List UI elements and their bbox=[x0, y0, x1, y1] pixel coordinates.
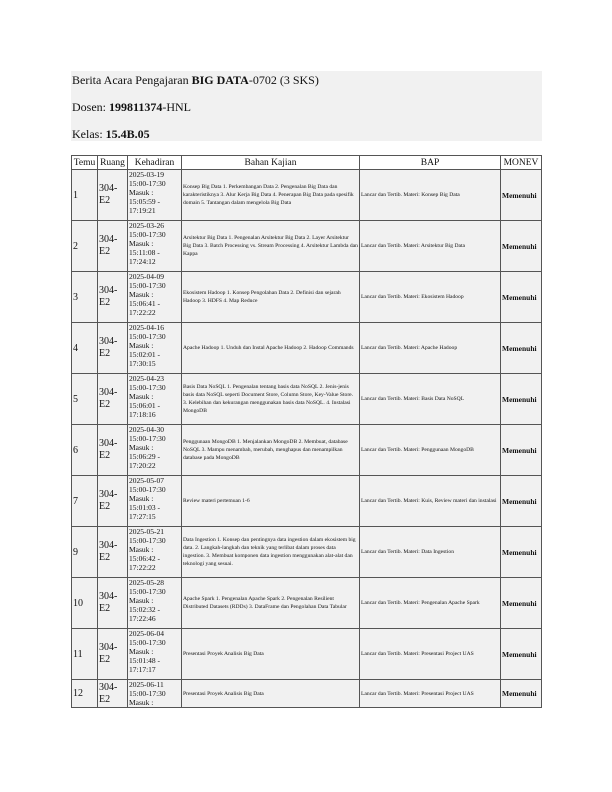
scheduled-time: 15:00-17:30 bbox=[129, 689, 166, 698]
table-row bbox=[72, 527, 542, 578]
check-in-time: 15:01:48 - bbox=[129, 656, 161, 665]
monev-status: Memenuhi bbox=[501, 629, 542, 680]
check-out-time: 17:22:22 bbox=[129, 563, 156, 572]
check-out-time: 17:27:15 bbox=[129, 512, 156, 521]
scheduled-time: 15:00-17:30 bbox=[129, 281, 166, 290]
class-line bbox=[72, 127, 150, 142]
attendance-cell bbox=[128, 527, 182, 578]
col-header-bap: BAP bbox=[360, 156, 501, 170]
room: 304-E2 bbox=[98, 476, 128, 527]
scheduled-time: 15:00-17:30 bbox=[129, 638, 166, 647]
check-in-time: 15:01:03 - bbox=[129, 503, 161, 512]
monev-status: Memenuhi bbox=[501, 425, 542, 476]
check-out-time: 17:24:12 bbox=[129, 257, 156, 266]
class-value: 15.4B.05 bbox=[105, 127, 150, 141]
attendance-cell bbox=[128, 629, 182, 680]
meeting-number: 10 bbox=[72, 578, 98, 629]
meeting-number: 9 bbox=[72, 527, 98, 578]
check-in-label: Masuk : bbox=[129, 698, 154, 707]
meeting-date: 2025-04-16 bbox=[129, 323, 164, 332]
table-row bbox=[72, 170, 542, 221]
check-in-label: Masuk : bbox=[129, 188, 154, 197]
check-in-time: 15:05:59 - bbox=[129, 197, 161, 206]
scheduled-time: 15:00-17:30 bbox=[129, 179, 166, 188]
check-out-time: 17:19:21 bbox=[129, 206, 156, 215]
check-in-time: 15:06:41 - bbox=[129, 299, 161, 308]
table-row bbox=[72, 578, 542, 629]
study-material: Basis Data NoSQL 1. Pengenalan tentang basis data NoSQL 2. Jenis-jenis basis data NoSQL seperti Document Store, Column Store, Key-Value Store. 3. Kelebihan dan kekurangan menggunakan basis data NoSQL. 4. Instalasi MongoDB bbox=[182, 374, 360, 425]
check-in-label: Masuk : bbox=[129, 596, 154, 605]
attendance-cell bbox=[128, 680, 182, 708]
col-header-temu: Temu bbox=[72, 156, 98, 170]
check-in-label: Masuk : bbox=[129, 239, 154, 248]
meeting-date: 2025-04-09 bbox=[129, 272, 164, 281]
monev-status: Memenuhi bbox=[501, 476, 542, 527]
study-material: Penggunaan MongoDB 1. Menjalankan MongoDB 2. Membuat, database NoSQL 3. Mampu menambah, merubah, menghapus dan menampilkan database pada MongoDB bbox=[182, 425, 360, 476]
attendance-cell bbox=[128, 272, 182, 323]
bap-note: Lancar dan Tertib. Materi: Ekosistem Hadoop bbox=[360, 272, 501, 323]
room: 304-E2 bbox=[98, 323, 128, 374]
meeting-date: 2025-03-19 bbox=[129, 170, 164, 179]
check-in-label: Masuk : bbox=[129, 494, 154, 503]
room: 304-E2 bbox=[98, 221, 128, 272]
room: 304-E2 bbox=[98, 527, 128, 578]
bap-note: Lancar dan Tertib. Materi: Arsitektur Big Data bbox=[360, 221, 501, 272]
room: 304-E2 bbox=[98, 578, 128, 629]
room: 304-E2 bbox=[98, 425, 128, 476]
table-row bbox=[72, 476, 542, 527]
course-title-line bbox=[72, 73, 319, 88]
monev-status: Memenuhi bbox=[501, 272, 542, 323]
check-in-label: Masuk : bbox=[129, 443, 154, 452]
attendance-cell bbox=[128, 323, 182, 374]
check-in-time: 15:11:08 - bbox=[129, 248, 160, 257]
check-in-time: 15:06:42 - bbox=[129, 554, 161, 563]
attendance-cell bbox=[128, 170, 182, 221]
bap-note: Lancar dan Tertib. Materi: Presentasi Project UAS bbox=[360, 680, 501, 708]
course-header bbox=[71, 71, 542, 141]
study-material: Arsitektur Big Data 1. Pengenalan Arsitektur Big Data 2. Layer Arsitektur Big Data 3. Batch Processing vs. Stream Processing 4. Arsitektur Lambda dan Kappa bbox=[182, 221, 360, 272]
check-in-label: Masuk : bbox=[129, 647, 154, 656]
meeting-date: 2025-06-11 bbox=[129, 680, 164, 689]
meeting-number: 7 bbox=[72, 476, 98, 527]
scheduled-time: 15:00-17:30 bbox=[129, 587, 166, 596]
bap-note: Lancar dan Tertib. Materi: Penggunaan MongoDB bbox=[360, 425, 501, 476]
col-header-monev: MONEV bbox=[501, 156, 542, 170]
course-code: -0702 (3 SKS) bbox=[248, 73, 319, 87]
scheduled-time: 15:00-17:30 bbox=[129, 536, 166, 545]
scheduled-time: 15:00-17:30 bbox=[129, 332, 166, 341]
study-material: Apache Hadoop 1. Unduh dan Instal Apache Hadoop 2. Hadoop Commands bbox=[182, 323, 360, 374]
check-in-label: Masuk : bbox=[129, 545, 154, 554]
check-in-time: 15:02:32 - bbox=[129, 605, 161, 614]
meeting-date: 2025-03-26 bbox=[129, 221, 164, 230]
meeting-number: 5 bbox=[72, 374, 98, 425]
check-in-time: 15:06:01 - bbox=[129, 401, 161, 410]
check-in-label: Masuk : bbox=[129, 341, 154, 350]
meeting-number: 4 bbox=[72, 323, 98, 374]
bap-note: Lancar dan Tertib. Materi: Presentasi Project UAS bbox=[360, 629, 501, 680]
col-header-ruang: Ruang bbox=[98, 156, 128, 170]
bap-note: Lancar dan Tertib. Materi: Basis Data NoSQL bbox=[360, 374, 501, 425]
meeting-date: 2025-05-28 bbox=[129, 578, 164, 587]
monev-status: Memenuhi bbox=[501, 374, 542, 425]
meeting-number: 11 bbox=[72, 629, 98, 680]
check-out-time: 17:18:16 bbox=[129, 410, 156, 419]
lecturer-line bbox=[72, 100, 191, 115]
check-out-time: 17:22:46 bbox=[129, 614, 156, 623]
check-out-time: 17:20:22 bbox=[129, 461, 156, 470]
check-in-label: Masuk : bbox=[129, 290, 154, 299]
monev-status: Memenuhi bbox=[501, 680, 542, 708]
scheduled-time: 15:00-17:30 bbox=[129, 230, 166, 239]
check-in-time: 15:06:29 - bbox=[129, 452, 161, 461]
scheduled-time: 15:00-17:30 bbox=[129, 485, 166, 494]
attendance-cell bbox=[128, 374, 182, 425]
monev-status: Memenuhi bbox=[501, 578, 542, 629]
table-row bbox=[72, 323, 542, 374]
bap-note: Lancar dan Tertib. Materi: Apache Hadoop bbox=[360, 323, 501, 374]
attendance-cell bbox=[128, 476, 182, 527]
room: 304-E2 bbox=[98, 170, 128, 221]
table-row bbox=[72, 272, 542, 323]
meeting-number: 6 bbox=[72, 425, 98, 476]
bap-note: Lancar dan Tertib. Materi: Pengenalan Apache Spark bbox=[360, 578, 501, 629]
lecturer-label: Dosen: bbox=[72, 100, 109, 114]
class-label: Kelas: bbox=[72, 127, 106, 141]
bap-note: Lancar dan Tertib. Materi: Data Ingestion bbox=[360, 527, 501, 578]
lecturer-code: -HNL bbox=[162, 100, 192, 114]
study-material: Data Ingestion 1. Konsep dan pentingnya data ingestion dalam ekosistem big data. 2. Langkah-langkah dan teknik yang terlibat dalam proses data ingestion. 3. Membuat komponen data ingestion menggunakan alat-alat dan teknologi yang sesuai. bbox=[182, 527, 360, 578]
monev-status: Memenuhi bbox=[501, 221, 542, 272]
study-material: Presentasi Proyek Analisis Big Data bbox=[182, 629, 360, 680]
study-material: Review materi pertemuan 1-6 bbox=[182, 476, 360, 527]
meeting-number: 1 bbox=[72, 170, 98, 221]
bap-note: Lancar dan Tertib. Materi: Kuis, Review materi dan instalasi bbox=[360, 476, 501, 527]
col-header-bahan-kajian: Bahan Kajian bbox=[182, 156, 360, 170]
study-material: Presentasi Proyek Analisis Big Data bbox=[182, 680, 360, 708]
meeting-number: 2 bbox=[72, 221, 98, 272]
table-row bbox=[72, 221, 542, 272]
check-out-time: 17:30:15 bbox=[129, 359, 156, 368]
monev-status: Memenuhi bbox=[501, 527, 542, 578]
scheduled-time: 15:00-17:30 bbox=[129, 434, 166, 443]
meeting-date: 2025-04-23 bbox=[129, 374, 164, 383]
col-header-kehadiran: Kehadiran bbox=[128, 156, 182, 170]
meeting-number: 12 bbox=[72, 680, 98, 708]
meeting-date: 2025-04-30 bbox=[129, 425, 164, 434]
table-row bbox=[72, 629, 542, 680]
check-out-time: 17:22:22 bbox=[129, 308, 156, 317]
attendance-cell bbox=[128, 221, 182, 272]
study-material: Ekosistem Hadoop 1. Konsep Pengolahan Data 2. Definisi dan sejarah Hadoop 3. HDFS 4. Map Reduce bbox=[182, 272, 360, 323]
table-row bbox=[72, 680, 542, 708]
bap-note: Lancar dan Tertib. Materi: Konsep Big Data bbox=[360, 170, 501, 221]
course-title-prefix: Berita Acara Pengajaran bbox=[72, 73, 192, 87]
attendance-cell bbox=[128, 578, 182, 629]
study-material: Apache Spark 1. Pengenalan Apache Spark 2. Pengenalan Resilient Distributed Datasets (RDDs) 3. DataFrame dan Pengolahan Data Tabular bbox=[182, 578, 360, 629]
meeting-date: 2025-06-04 bbox=[129, 629, 164, 638]
monev-status: Memenuhi bbox=[501, 323, 542, 374]
attendance-table bbox=[71, 155, 542, 708]
scheduled-time: 15:00-17:30 bbox=[129, 383, 166, 392]
monev-status: Memenuhi bbox=[501, 170, 542, 221]
meeting-date: 2025-05-21 bbox=[129, 527, 164, 536]
table-header-row bbox=[72, 156, 542, 170]
attendance-cell bbox=[128, 425, 182, 476]
check-in-time: 15:02:01 - bbox=[129, 350, 161, 359]
table-row bbox=[72, 374, 542, 425]
table-row bbox=[72, 425, 542, 476]
room: 304-E2 bbox=[98, 374, 128, 425]
check-out-time: 17:17:17 bbox=[129, 665, 156, 674]
meeting-date: 2025-05-07 bbox=[129, 476, 164, 485]
study-material: Konsep Big Data 1. Perkembangan Data 2. Pengenalan Big Data dan karakteristiknya 3. Alur Kerja Big Data 4. Penerapan Big Data pada spesifik domain 5. Tantangan dalam mengelola Big Data bbox=[182, 170, 360, 221]
room: 304-E2 bbox=[98, 272, 128, 323]
course-name: BIG DATA bbox=[191, 73, 249, 87]
room: 304-E2 bbox=[98, 629, 128, 680]
check-in-label: Masuk : bbox=[129, 392, 154, 401]
meeting-number: 3 bbox=[72, 272, 98, 323]
lecturer-id: 199811374 bbox=[109, 100, 163, 114]
room: 304-E2 bbox=[98, 680, 128, 708]
